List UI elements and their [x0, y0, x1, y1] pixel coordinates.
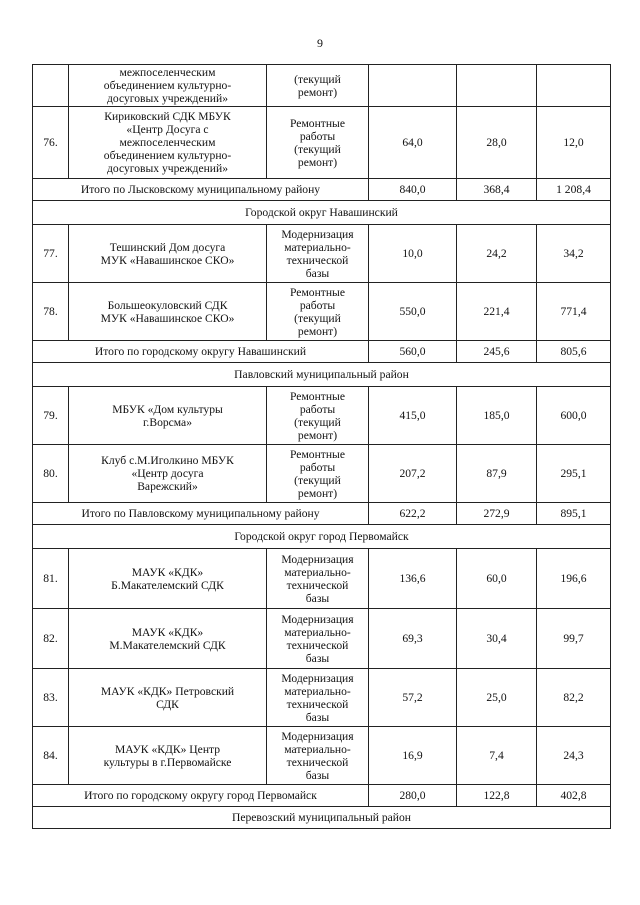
work-type: [267, 283, 369, 341]
work-type-line: работы: [299, 460, 336, 474]
work-type-line: базы: [305, 710, 330, 724]
institution-name: [69, 727, 267, 785]
amount-value: 10,0: [369, 225, 457, 283]
institution-name-line: Большеокуловский СДК: [107, 298, 228, 312]
work-type-line: работы: [299, 298, 336, 312]
institution-name-line: Кириковский СДК МБУК: [104, 110, 231, 123]
funding-table: [32, 64, 611, 829]
work-type-line: ремонт): [297, 155, 338, 169]
work-type-line: технической: [286, 697, 349, 711]
work-type-line: базы: [305, 768, 330, 782]
institution-name-line: межпоселенческим: [119, 66, 216, 79]
row-number: 82.: [33, 609, 69, 669]
work-type-line: (текущий: [294, 142, 341, 156]
institution-name-line: МАУК «КДК» Центр: [114, 742, 221, 756]
institution-name-line: МАУК «КДК»: [131, 565, 204, 579]
row-number: 80.: [33, 445, 69, 503]
row-number: 83.: [33, 669, 69, 727]
work-type-line: ремонт): [297, 428, 338, 442]
table-row: [33, 669, 611, 727]
section-heading: Павловский муниципальный район: [33, 363, 611, 387]
institution-name-line: объединением культурно-: [103, 149, 232, 162]
institution-name-line: межпоселенческим: [119, 136, 216, 149]
section-row: [33, 201, 611, 225]
amount-value: 16,9: [369, 727, 457, 785]
work-type: [267, 107, 369, 179]
work-type-line: материально-: [284, 625, 351, 639]
amount-value: 99,7: [537, 609, 611, 669]
institution-name: [69, 609, 267, 669]
amount-value: [369, 65, 457, 107]
total-value: 560,0: [369, 341, 457, 363]
institution-name-line: «Центр Досуга с: [126, 123, 209, 136]
work-type-line: материально-: [284, 240, 351, 254]
work-type-line: работы: [299, 129, 336, 143]
amount-value: [457, 65, 537, 107]
total-row: [33, 341, 611, 363]
row-number: 78.: [33, 283, 69, 341]
section-heading: Перевозский муниципальный район: [33, 807, 611, 829]
work-type-line: (текущий: [294, 415, 341, 429]
institution-name: [69, 225, 267, 283]
work-type-line: материально-: [284, 684, 351, 698]
amount-value: 295,1: [537, 445, 611, 503]
institution-name-line: М.Макателемский СДК: [109, 638, 226, 652]
work-type: [267, 669, 369, 727]
amount-value: 221,4: [457, 283, 537, 341]
total-value: 895,1: [537, 503, 611, 525]
institution-name-line: Тешинский Дом досуга: [109, 240, 226, 254]
work-type-line: базы: [305, 266, 330, 280]
work-type-line: Ремонтные: [290, 389, 345, 403]
row-number: 84.: [33, 727, 69, 785]
table-row: [33, 65, 611, 107]
amount-value: [537, 65, 611, 107]
amount-value: 69,3: [369, 609, 457, 669]
work-type-line: Модернизация: [281, 612, 354, 626]
total-row: [33, 503, 611, 525]
amount-value: 24,2: [457, 225, 537, 283]
total-row: [33, 179, 611, 201]
institution-name-line: досуговых учреждений»: [106, 92, 229, 105]
work-type-line: технической: [286, 578, 349, 592]
table-row: [33, 225, 611, 283]
row-number: 76.: [33, 107, 69, 179]
total-value: 1 208,4: [537, 179, 611, 201]
work-type-line: базы: [305, 651, 330, 665]
work-type-line: технической: [286, 253, 349, 267]
institution-name: [69, 387, 267, 445]
institution-name: [69, 549, 267, 609]
amount-value: 57,2: [369, 669, 457, 727]
total-value: 402,8: [537, 785, 611, 807]
amount-value: 196,6: [537, 549, 611, 609]
work-type-line: Ремонтные: [290, 285, 345, 299]
amount-value: 136,6: [369, 549, 457, 609]
total-value: 622,2: [369, 503, 457, 525]
institution-name: [69, 669, 267, 727]
row-number: 79.: [33, 387, 69, 445]
work-type: [267, 609, 369, 669]
total-value: 368,4: [457, 179, 537, 201]
page-number: 9: [317, 36, 323, 50]
institution-name-line: Б.Макателемский СДК: [111, 578, 224, 592]
institution-name-line: СДК: [156, 697, 179, 711]
work-type-line: материально-: [284, 565, 351, 579]
institution-name-line: досуговых учреждений»: [106, 162, 229, 175]
work-type-line: ремонт): [297, 85, 338, 99]
amount-value: 34,2: [537, 225, 611, 283]
work-type-line: (текущий: [294, 473, 341, 487]
total-label: Итого по Павловскому муниципальному району: [33, 503, 369, 525]
section-row: [33, 363, 611, 387]
work-type-line: Модернизация: [281, 671, 354, 685]
institution-name-line: Клуб с.М.Иголкино МБУК: [101, 454, 234, 467]
total-row: [33, 785, 611, 807]
total-value: 840,0: [369, 179, 457, 201]
section-row: [33, 525, 611, 549]
amount-value: 82,2: [537, 669, 611, 727]
work-type-line: технической: [286, 755, 349, 769]
table-row: [33, 387, 611, 445]
work-type: [267, 387, 369, 445]
amount-value: 87,9: [457, 445, 537, 503]
amount-value: 415,0: [369, 387, 457, 445]
institution-name-line: МАУК «КДК»: [131, 625, 204, 639]
institution-name: [69, 65, 267, 107]
amount-value: 600,0: [537, 387, 611, 445]
institution-name-line: объединением культурно-: [103, 79, 232, 92]
amount-value: 550,0: [369, 283, 457, 341]
work-type: [267, 65, 369, 107]
total-value: 245,6: [457, 341, 537, 363]
row-number: 77.: [33, 225, 69, 283]
total-label: Итого по городскому округу город Первомайск: [33, 785, 369, 807]
section-heading: Городской округ город Первомайск: [33, 525, 611, 549]
section-heading: Городской округ Навашинский: [33, 201, 611, 225]
institution-name-line: Варежский»: [137, 480, 198, 493]
work-type-line: Модернизация: [281, 227, 354, 241]
institution-name-line: МУК «Навашинское СКО»: [100, 311, 235, 325]
work-type-line: работы: [299, 402, 336, 416]
institution-name: [69, 283, 267, 341]
section-row: [33, 807, 611, 829]
work-type-line: (текущий: [294, 311, 341, 325]
row-number: [33, 65, 69, 107]
institution-name-line: МАУК «КДК» Петровский: [100, 684, 235, 698]
total-value: 805,6: [537, 341, 611, 363]
total-value: 122,8: [457, 785, 537, 807]
amount-value: 7,4: [457, 727, 537, 785]
total-value: 272,9: [457, 503, 537, 525]
institution-name-line: МБУК «Дом культуры: [112, 402, 223, 416]
work-type-line: технической: [286, 638, 349, 652]
work-type: [267, 727, 369, 785]
work-type: [267, 549, 369, 609]
work-type-line: материально-: [284, 742, 351, 756]
table-row: [33, 609, 611, 669]
amount-value: 24,3: [537, 727, 611, 785]
institution-name: [69, 445, 267, 503]
total-value: 280,0: [369, 785, 457, 807]
institution-name-line: культуры в г.Первомайске: [103, 755, 232, 769]
amount-value: 12,0: [537, 107, 611, 179]
work-type-line: Модернизация: [281, 552, 354, 566]
amount-value: 28,0: [457, 107, 537, 179]
table-row: [33, 283, 611, 341]
work-type: [267, 225, 369, 283]
amount-value: 30,4: [457, 609, 537, 669]
table-row: [33, 727, 611, 785]
work-type-line: базы: [305, 591, 330, 605]
work-type-line: ремонт): [297, 486, 338, 500]
amount-value: 25,0: [457, 669, 537, 727]
amount-value: 207,2: [369, 445, 457, 503]
work-type-line: Модернизация: [281, 729, 354, 743]
table-row: [33, 549, 611, 609]
amount-value: 60,0: [457, 549, 537, 609]
institution-name-line: МУК «Навашинское СКО»: [100, 253, 235, 267]
work-type-line: (текущий: [294, 72, 341, 86]
total-label: Итого по городскому округу Навашинский: [33, 341, 369, 363]
institution-name-line: г.Ворсма»: [142, 415, 193, 429]
institution-name: [69, 107, 267, 179]
work-type-line: Ремонтные: [290, 116, 345, 130]
amount-value: 185,0: [457, 387, 537, 445]
row-number: 81.: [33, 549, 69, 609]
institution-name-line: «Центр досуга: [131, 467, 204, 480]
funding-table-body: [33, 65, 611, 829]
table-row: [33, 107, 611, 179]
amount-value: 64,0: [369, 107, 457, 179]
amount-value: 771,4: [537, 283, 611, 341]
work-type: [267, 445, 369, 503]
table-row: [33, 445, 611, 503]
work-type-line: Ремонтные: [290, 447, 345, 461]
total-label: Итого по Лысковскому муниципальному району: [33, 179, 369, 201]
work-type-line: ремонт): [297, 324, 338, 338]
